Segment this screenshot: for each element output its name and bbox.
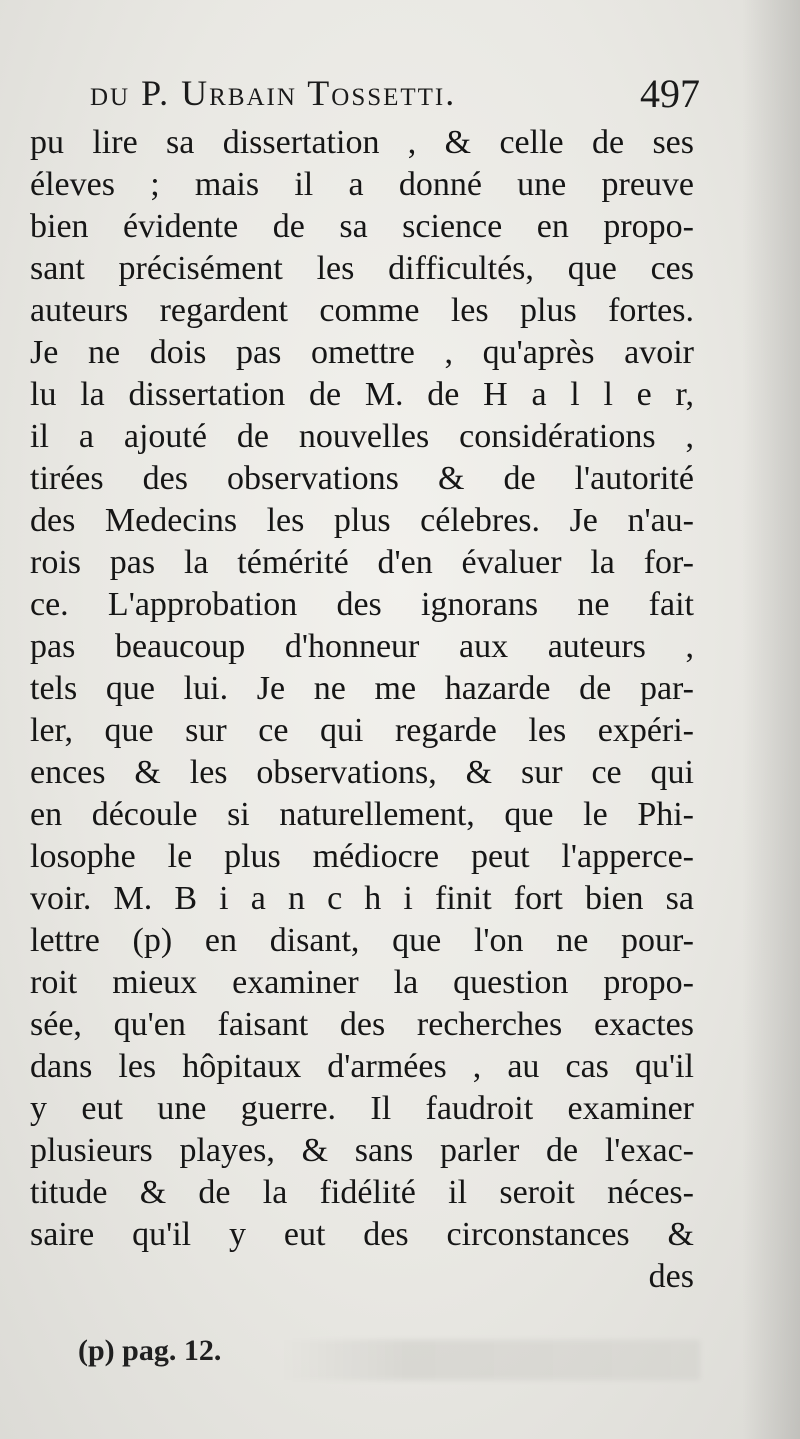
page-edge-shadow <box>742 0 800 1439</box>
text-line: sant précisément les difficultés, que ces <box>30 250 694 287</box>
text-line: ce. L'approbation des ignorans ne fait <box>30 586 694 623</box>
text-line: bien évidente de sa science en propo- <box>30 208 694 245</box>
text-line: saire qu'il y eut des circonstances & <box>30 1216 694 1253</box>
text-line: auteurs regardent comme les plus fortes. <box>30 292 694 329</box>
text-line: des Medecins les plus célebres. Je n'au- <box>30 502 694 539</box>
text-line: y eut une guerre. Il faudroit examiner <box>30 1090 694 1127</box>
catchword: des <box>648 1258 694 1295</box>
text-line: losophe le plus médiocre peut l'apperce- <box>30 838 694 875</box>
text-line: tels que lui. Je ne me hazarde de par- <box>30 670 694 707</box>
text-line: rois pas la témérité d'en évaluer la for- <box>30 544 694 581</box>
text-line: lu la dissertation de M. de H a l l e r, <box>30 376 694 413</box>
text-line: lettre (p) en disant, que l'on ne pour- <box>30 922 694 959</box>
text-line: pu lire sa dissertation , & celle de ses <box>30 124 694 161</box>
page-number: 497 <box>640 71 700 116</box>
text-line: titude & de la fidélité il seroit néces- <box>30 1174 694 1211</box>
body-text <box>30 122 694 1298</box>
text-line: ler, que sur ce qui regarde les expéri- <box>30 712 694 749</box>
text-line: tirées des observations & de l'autorité <box>30 460 694 497</box>
text-line: sée, qu'en faisant des recherches exactes <box>30 1006 694 1043</box>
text-line: voir. M. B i a n c h i finit fort bien sa <box>30 880 694 917</box>
text-line: roit mieux examiner la question propo- <box>30 964 694 1001</box>
text-line: dans les hôpitaux d'armées , au cas qu'il <box>30 1048 694 1085</box>
ink-bleed-through <box>280 1340 700 1380</box>
text-line: Je ne dois pas omettre , qu'après avoir <box>30 334 694 371</box>
text-line: ences & les observations, & sur ce qui <box>30 754 694 791</box>
text-line: éleves ; mais il a donné une preuve <box>30 166 694 203</box>
text-line: pas beaucoup d'honneur aux auteurs , <box>30 628 694 665</box>
footnote: (p) pag. 12. <box>78 1334 222 1367</box>
running-head: du P. Urbain Tossetti. <box>90 73 457 113</box>
text-line: plusieurs playes, & sans parler de l'exac- <box>30 1132 694 1169</box>
text-line: en découle si naturellement, que le Phi- <box>30 796 694 833</box>
text-line: il a ajouté de nouvelles considérations , <box>30 418 694 455</box>
